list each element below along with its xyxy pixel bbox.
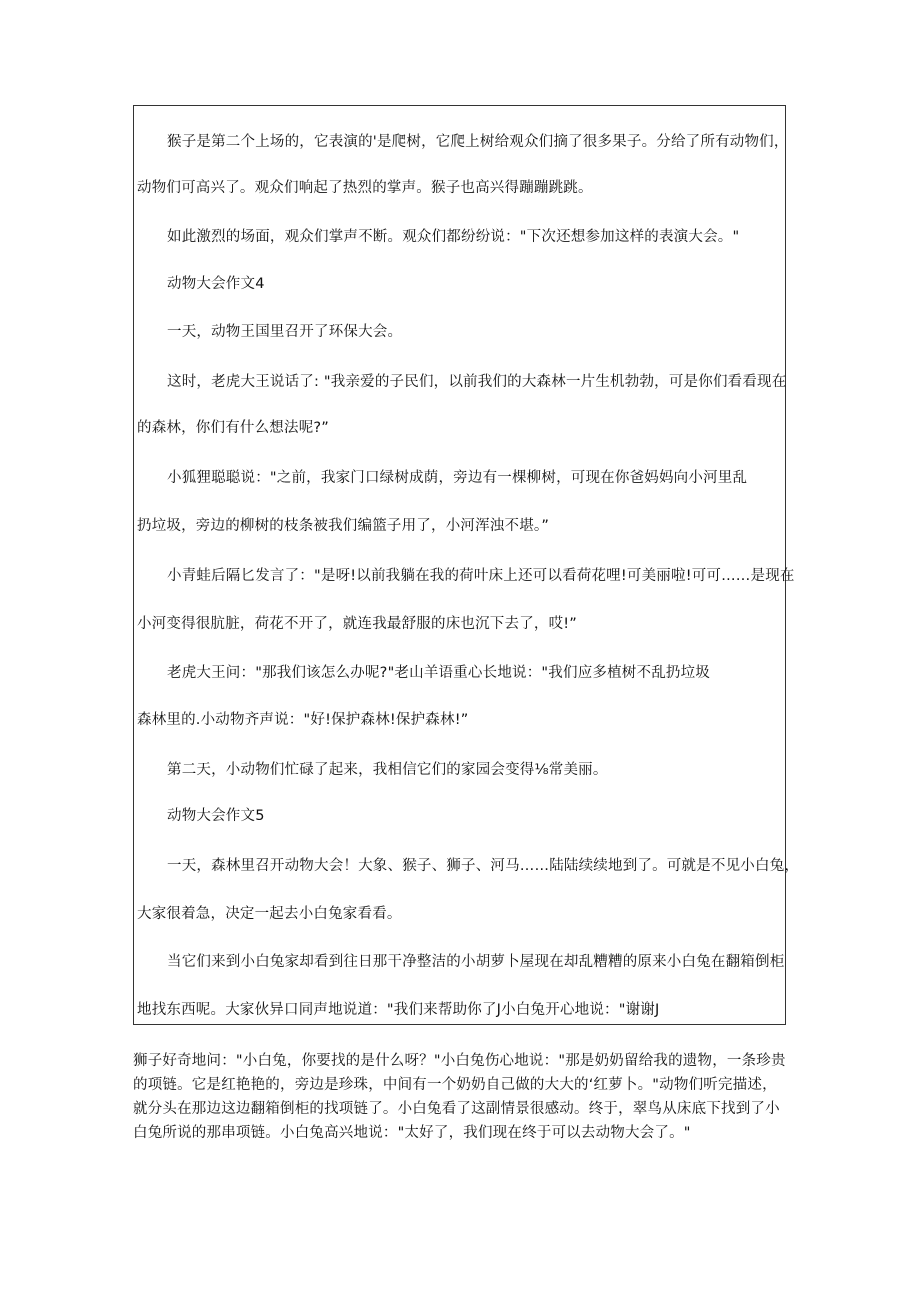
paragraph-line: 小狐狸聪聪说："之前，我家门口绿树成荫，旁边有一棵柳树，可现在你爸妈妈向小河里乱: [167, 470, 748, 486]
paragraph-line: 的项链。它是红艳艳的，旁边是珍珠，中间有一个奶奶自己做的大大的‘红萝卜。"动物们听完描述，: [133, 1077, 777, 1093]
paragraph-line: 的森林，你们有什么想法呢?”: [137, 420, 330, 436]
paragraph-line: 老虎大王问："那我们该怎么办呢?"老山羊语重心长地说："我们应多植树不乱扔垃圾: [167, 665, 711, 681]
paragraph-line: 一天，森林里召开动物大会！大象、猴子、狮子、河马……陆陆续续地到了。可就是不见小白兔，: [167, 858, 800, 874]
paragraph-line: 小青蛙后隔匕发言了："是呀!以前我躺在我的荷叶床上还可以看荷花哩!可美丽啦!可可……是现在: [167, 568, 795, 584]
paragraph-line: 就分头在那边这边翻箱倒柜的找项链了。小白兔看了这副情景很感动。终于，翠鸟从床底下找到了小: [133, 1101, 780, 1117]
paragraph-line: 当它们来到小白兔家却看到往日那干净整洁的小胡萝卜屋现在却乱糟糟的原来小白兔在翻箱倒柜: [167, 954, 785, 970]
paragraph-line: 如此激烈的场面，观众们掌声不断。观众们都纷纷说："下次还想参加这样的表演大会。": [167, 229, 740, 245]
section-heading: 动物大会作文5: [167, 808, 265, 824]
paragraph-line: 地找东西呢。大家伙异口同声地说道："我们来帮助你了J小白兔开心地说："谢谢J: [137, 1002, 660, 1018]
paragraph-line: 第二天，小动物们忙碌了起来，我相信它们的家园会变得⅛常美丽。: [167, 762, 608, 778]
paragraph-line: 大家很着急，决定一起去小白兔家看看。: [137, 906, 402, 922]
paragraph-line: 扔垃圾，旁边的柳树的枝条被我们编篮子用了，小河浑浊不堪。”: [137, 518, 550, 534]
paragraph-line: 猴子是第二个上场的，它表演的'是爬树，它爬上树给观众们摘了很多果子。分给了所有动物们，: [167, 134, 789, 150]
paragraph-line: 小河变得很肮脏，荷花不开了，就连我最舒服的床也沉下去了，哎!”: [137, 616, 578, 632]
paragraph-line: 白兔所说的那串项链。小白兔高兴地说："太好了，我们现在终于可以去动物大会了。": [133, 1125, 691, 1141]
section-heading: 动物大会作文4: [167, 276, 265, 292]
bordered-text-box: [133, 105, 800, 1025]
paragraph-line: 狮子好奇地问："小白兔，你要找的是什么呀？"小白兔伤心地说："那是奶奶留给我的遗物，一条珍贵: [133, 1053, 786, 1069]
paragraph-line: 动物们可高兴了。观众们响起了热烈的掌声。猴子也高兴得蹦蹦跳跳。: [137, 180, 593, 196]
paragraph-line: 森林里的.小动物齐声说："好!保护森林!保护森林!”: [137, 712, 469, 728]
paragraph-line: 这时，老虎大王说话了: "我亲爱的子民们，以前我们的大森林一片生机勃勃，可是你们看看现在: [167, 374, 787, 390]
paragraph-line: 一天，动物王国里召开了环保大会。: [167, 324, 403, 340]
